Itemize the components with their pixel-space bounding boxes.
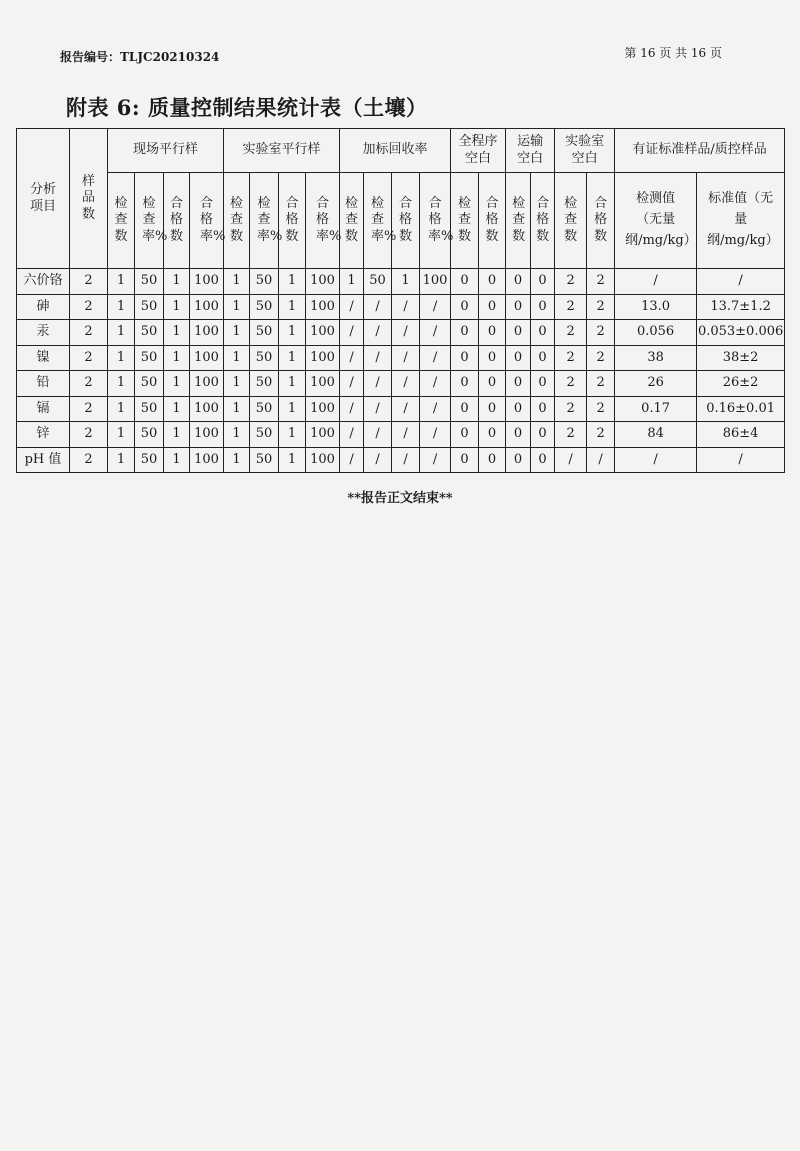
table-cell: 1 (392, 269, 420, 295)
table-cell: 2 (555, 371, 587, 397)
table-cell: 50 (250, 345, 279, 371)
table-cell: 50 (250, 294, 279, 320)
table-cell: / (364, 345, 392, 371)
sub-pass-count: 合格数 (392, 173, 420, 269)
table-cell: 1 (224, 294, 250, 320)
table-cell: 50 (135, 422, 164, 448)
table-cell: 0 (479, 269, 506, 295)
table-cell: 2 (70, 447, 108, 473)
table-cell: 0 (531, 396, 555, 422)
sub-check-count: 检查数 (340, 173, 364, 269)
table-cell: / (615, 269, 697, 295)
table-cell: 2 (70, 422, 108, 448)
table-cell: 0.053±0.006 (697, 320, 785, 346)
report-number: 报告编号：TLJC20210324 (60, 50, 220, 64)
report-end-note: **报告正文结束** (347, 491, 453, 506)
table-cell: 38±2 (697, 345, 785, 371)
group-header-spike-recovery: 加标回收率 (340, 129, 451, 173)
table-cell: 0 (506, 320, 531, 346)
table-cell: / (420, 320, 451, 346)
table-cell: 1 (164, 345, 190, 371)
table-cell: 50 (364, 269, 392, 295)
table-cell: 2 (555, 345, 587, 371)
table-cell: / (587, 447, 615, 473)
table-cell: / (340, 447, 364, 473)
table-row (17, 422, 785, 448)
table-cell: 1 (108, 422, 135, 448)
table-cell: 1 (279, 396, 306, 422)
sub-standard: 标准值（无量纲/mg/kg） (697, 173, 785, 269)
table-cell: 86±4 (697, 422, 785, 448)
sub-pass-count: 合格数 (164, 173, 190, 269)
table-cell: 2 (70, 371, 108, 397)
qc-table-body (17, 269, 785, 473)
table-cell: 0 (451, 320, 479, 346)
table-cell: 50 (250, 447, 279, 473)
table-cell: 84 (615, 422, 697, 448)
table-cell: 2 (587, 269, 615, 295)
sub-pass-count: 合格数 (279, 173, 306, 269)
table-cell: 0 (531, 371, 555, 397)
table-cell: 0 (451, 422, 479, 448)
table-cell: 1 (164, 269, 190, 295)
table-cell: 0.16±0.01 (697, 396, 785, 422)
table-cell: 100 (306, 422, 340, 448)
table-cell: 1 (108, 345, 135, 371)
table-cell: 0 (479, 371, 506, 397)
table-cell: 2 (70, 269, 108, 295)
group-header-full-blank: 全程序空白 (451, 129, 506, 173)
table-cell: 50 (250, 269, 279, 295)
page-title: 附表 6: 质量控制结果统计表（土壤） (66, 95, 428, 120)
table-cell: / (340, 422, 364, 448)
table-cell: 100 (190, 269, 224, 295)
table-cell: / (364, 294, 392, 320)
table-cell: 1 (108, 269, 135, 295)
sub-check-rate: 检查率% (364, 173, 392, 269)
table-cell: 0 (479, 320, 506, 346)
table-cell: 100 (306, 269, 340, 295)
table-cell: 13.0 (615, 294, 697, 320)
table-cell: 1 (224, 447, 250, 473)
table-cell: 50 (135, 371, 164, 397)
table-cell: 1 (164, 396, 190, 422)
table-cell: 0 (451, 447, 479, 473)
table-cell: / (615, 447, 697, 473)
group-header-lab-parallel: 实验室平行样 (224, 129, 340, 173)
table-cell: 1 (224, 396, 250, 422)
table-cell: 2 (587, 396, 615, 422)
table-cell: 38 (615, 345, 697, 371)
table-cell: 0 (479, 422, 506, 448)
table-row (17, 447, 785, 473)
table-cell: 1 (224, 269, 250, 295)
table-cell: / (392, 447, 420, 473)
table-cell: / (364, 422, 392, 448)
table-cell: 100 (306, 294, 340, 320)
sub-check-rate: 检查率% (250, 173, 279, 269)
table-cell: 0 (531, 294, 555, 320)
table-cell: 0 (479, 396, 506, 422)
row-item-name: pH 值 (17, 447, 70, 473)
table-cell: 0 (506, 396, 531, 422)
table-row (17, 396, 785, 422)
table-row (17, 294, 785, 320)
table-cell: / (340, 320, 364, 346)
table-cell: 2 (555, 320, 587, 346)
sub-check-count: 检查数 (506, 173, 531, 269)
table-row (17, 371, 785, 397)
table-cell: / (420, 396, 451, 422)
table-cell: 50 (135, 345, 164, 371)
group-header-lab-blank: 实验室空白 (555, 129, 615, 173)
table-cell: / (340, 396, 364, 422)
table-cell: 2 (587, 345, 615, 371)
table-cell: / (392, 320, 420, 346)
group-header-transport-blank: 运输空白 (506, 129, 555, 173)
table-cell: / (420, 371, 451, 397)
table-cell: 50 (135, 269, 164, 295)
table-cell: / (340, 371, 364, 397)
table-cell: 100 (306, 371, 340, 397)
table-cell: / (364, 396, 392, 422)
table-cell: / (420, 422, 451, 448)
table-cell: 100 (306, 345, 340, 371)
sub-measured: 检测值（无量纲/mg/kg） (615, 173, 697, 269)
table-cell: 100 (420, 269, 451, 295)
table-cell: 100 (190, 396, 224, 422)
table-cell: 0 (506, 447, 531, 473)
table-cell: 1 (164, 294, 190, 320)
table-cell: 100 (190, 345, 224, 371)
table-cell: / (420, 345, 451, 371)
table-cell: 100 (190, 371, 224, 397)
table-cell: 0 (479, 345, 506, 371)
sub-check-count: 检查数 (224, 173, 250, 269)
sub-check-rate: 检查率% (135, 173, 164, 269)
table-cell: 2 (587, 320, 615, 346)
table-cell: 0 (531, 269, 555, 295)
table-cell: 0 (479, 294, 506, 320)
table-cell: 0 (531, 447, 555, 473)
table-cell: 1 (164, 422, 190, 448)
table-cell: 2 (70, 294, 108, 320)
table-cell: 0 (506, 269, 531, 295)
table-cell: 1 (279, 371, 306, 397)
table-cell: 100 (190, 320, 224, 346)
table-cell: / (364, 320, 392, 346)
table-cell: 0 (531, 422, 555, 448)
table-cell: / (364, 371, 392, 397)
sub-pass-rate: 合格率% (306, 173, 340, 269)
table-cell: 2 (555, 396, 587, 422)
table-cell: 0 (451, 294, 479, 320)
table-cell: / (392, 345, 420, 371)
table-cell: 0 (506, 422, 531, 448)
table-cell: 1 (224, 320, 250, 346)
table-cell: 26±2 (697, 371, 785, 397)
sub-pass-count: 合格数 (479, 173, 506, 269)
table-cell: / (697, 447, 785, 473)
table-cell: 50 (135, 294, 164, 320)
sub-pass-count: 合格数 (587, 173, 615, 269)
table-cell: / (420, 294, 451, 320)
row-item-name: 六价铬 (17, 269, 70, 295)
table-cell: 50 (135, 447, 164, 473)
table-cell: 26 (615, 371, 697, 397)
table-cell: 0 (506, 294, 531, 320)
row-item-name: 砷 (17, 294, 70, 320)
table-cell: 1 (108, 320, 135, 346)
table-cell: 50 (250, 320, 279, 346)
table-cell: / (364, 447, 392, 473)
table-cell: / (392, 422, 420, 448)
table-cell: 2 (555, 422, 587, 448)
table-cell: 0.056 (615, 320, 697, 346)
col-header-sample-count: 样品数 (70, 129, 108, 269)
table-cell: / (392, 294, 420, 320)
table-cell: 0.17 (615, 396, 697, 422)
table-cell: 2 (555, 294, 587, 320)
group-header-certified: 有证标准样品/质控样品 (615, 129, 785, 173)
table-cell: 0 (451, 371, 479, 397)
table-cell: 1 (224, 371, 250, 397)
sub-pass-rate: 合格率% (190, 173, 224, 269)
table-cell: 0 (506, 371, 531, 397)
table-cell: 1 (279, 345, 306, 371)
table-cell: 2 (555, 269, 587, 295)
table-cell: 2 (587, 371, 615, 397)
row-item-name: 铅 (17, 371, 70, 397)
table-cell: 100 (306, 447, 340, 473)
table-cell: 1 (164, 320, 190, 346)
table-cell: 50 (250, 371, 279, 397)
table-cell: 1 (164, 371, 190, 397)
table-cell: 2 (70, 345, 108, 371)
row-item-name: 锌 (17, 422, 70, 448)
table-cell: / (697, 269, 785, 295)
table-cell: 2 (587, 422, 615, 448)
table-cell: 100 (306, 396, 340, 422)
table-cell: 0 (506, 345, 531, 371)
table-cell: 100 (306, 320, 340, 346)
table-cell: 0 (451, 396, 479, 422)
table-cell: 50 (135, 396, 164, 422)
table-cell: 1 (224, 345, 250, 371)
table-cell: 1 (108, 294, 135, 320)
table-cell: 100 (190, 422, 224, 448)
table-cell: 0 (479, 447, 506, 473)
table-cell: 1 (108, 396, 135, 422)
table-cell: / (392, 371, 420, 397)
table-cell: 1 (279, 320, 306, 346)
row-item-name: 镉 (17, 396, 70, 422)
sub-pass-rate: 合格率% (420, 173, 451, 269)
sub-check-count: 检查数 (555, 173, 587, 269)
table-cell: 1 (224, 422, 250, 448)
table-cell: / (340, 345, 364, 371)
sub-check-count: 检查数 (451, 173, 479, 269)
table-cell: / (340, 294, 364, 320)
table-cell: / (555, 447, 587, 473)
table-cell: / (420, 447, 451, 473)
table-row (17, 269, 785, 295)
table-row (17, 345, 785, 371)
table-cell: 1 (108, 371, 135, 397)
table-cell: 100 (190, 294, 224, 320)
table-row (17, 320, 785, 346)
table-cell: 100 (190, 447, 224, 473)
table-cell: 1 (279, 269, 306, 295)
table-cell: 1 (164, 447, 190, 473)
table-cell: 1 (340, 269, 364, 295)
table-cell: 1 (108, 447, 135, 473)
row-item-name: 镍 (17, 345, 70, 371)
table-cell: 50 (250, 422, 279, 448)
table-cell: 50 (135, 320, 164, 346)
table-cell: 0 (531, 320, 555, 346)
qc-table (16, 128, 785, 473)
table-cell: 1 (279, 447, 306, 473)
table-cell: 0 (531, 345, 555, 371)
table-cell: / (392, 396, 420, 422)
table-cell: 0 (451, 345, 479, 371)
col-header-item: 分析项目 (17, 129, 70, 269)
row-item-name: 汞 (17, 320, 70, 346)
table-cell: 2 (587, 294, 615, 320)
table-cell: 50 (250, 396, 279, 422)
sub-check-count: 检查数 (108, 173, 135, 269)
table-cell: 1 (279, 422, 306, 448)
sub-pass-count: 合格数 (531, 173, 555, 269)
table-cell: 13.7±1.2 (697, 294, 785, 320)
table-cell: 2 (70, 396, 108, 422)
table-cell: 1 (279, 294, 306, 320)
table-cell: 2 (70, 320, 108, 346)
page-info: 第 16 页 共 16 页 (624, 46, 722, 60)
group-header-field-parallel: 现场平行样 (108, 129, 224, 173)
table-cell: 0 (451, 269, 479, 295)
